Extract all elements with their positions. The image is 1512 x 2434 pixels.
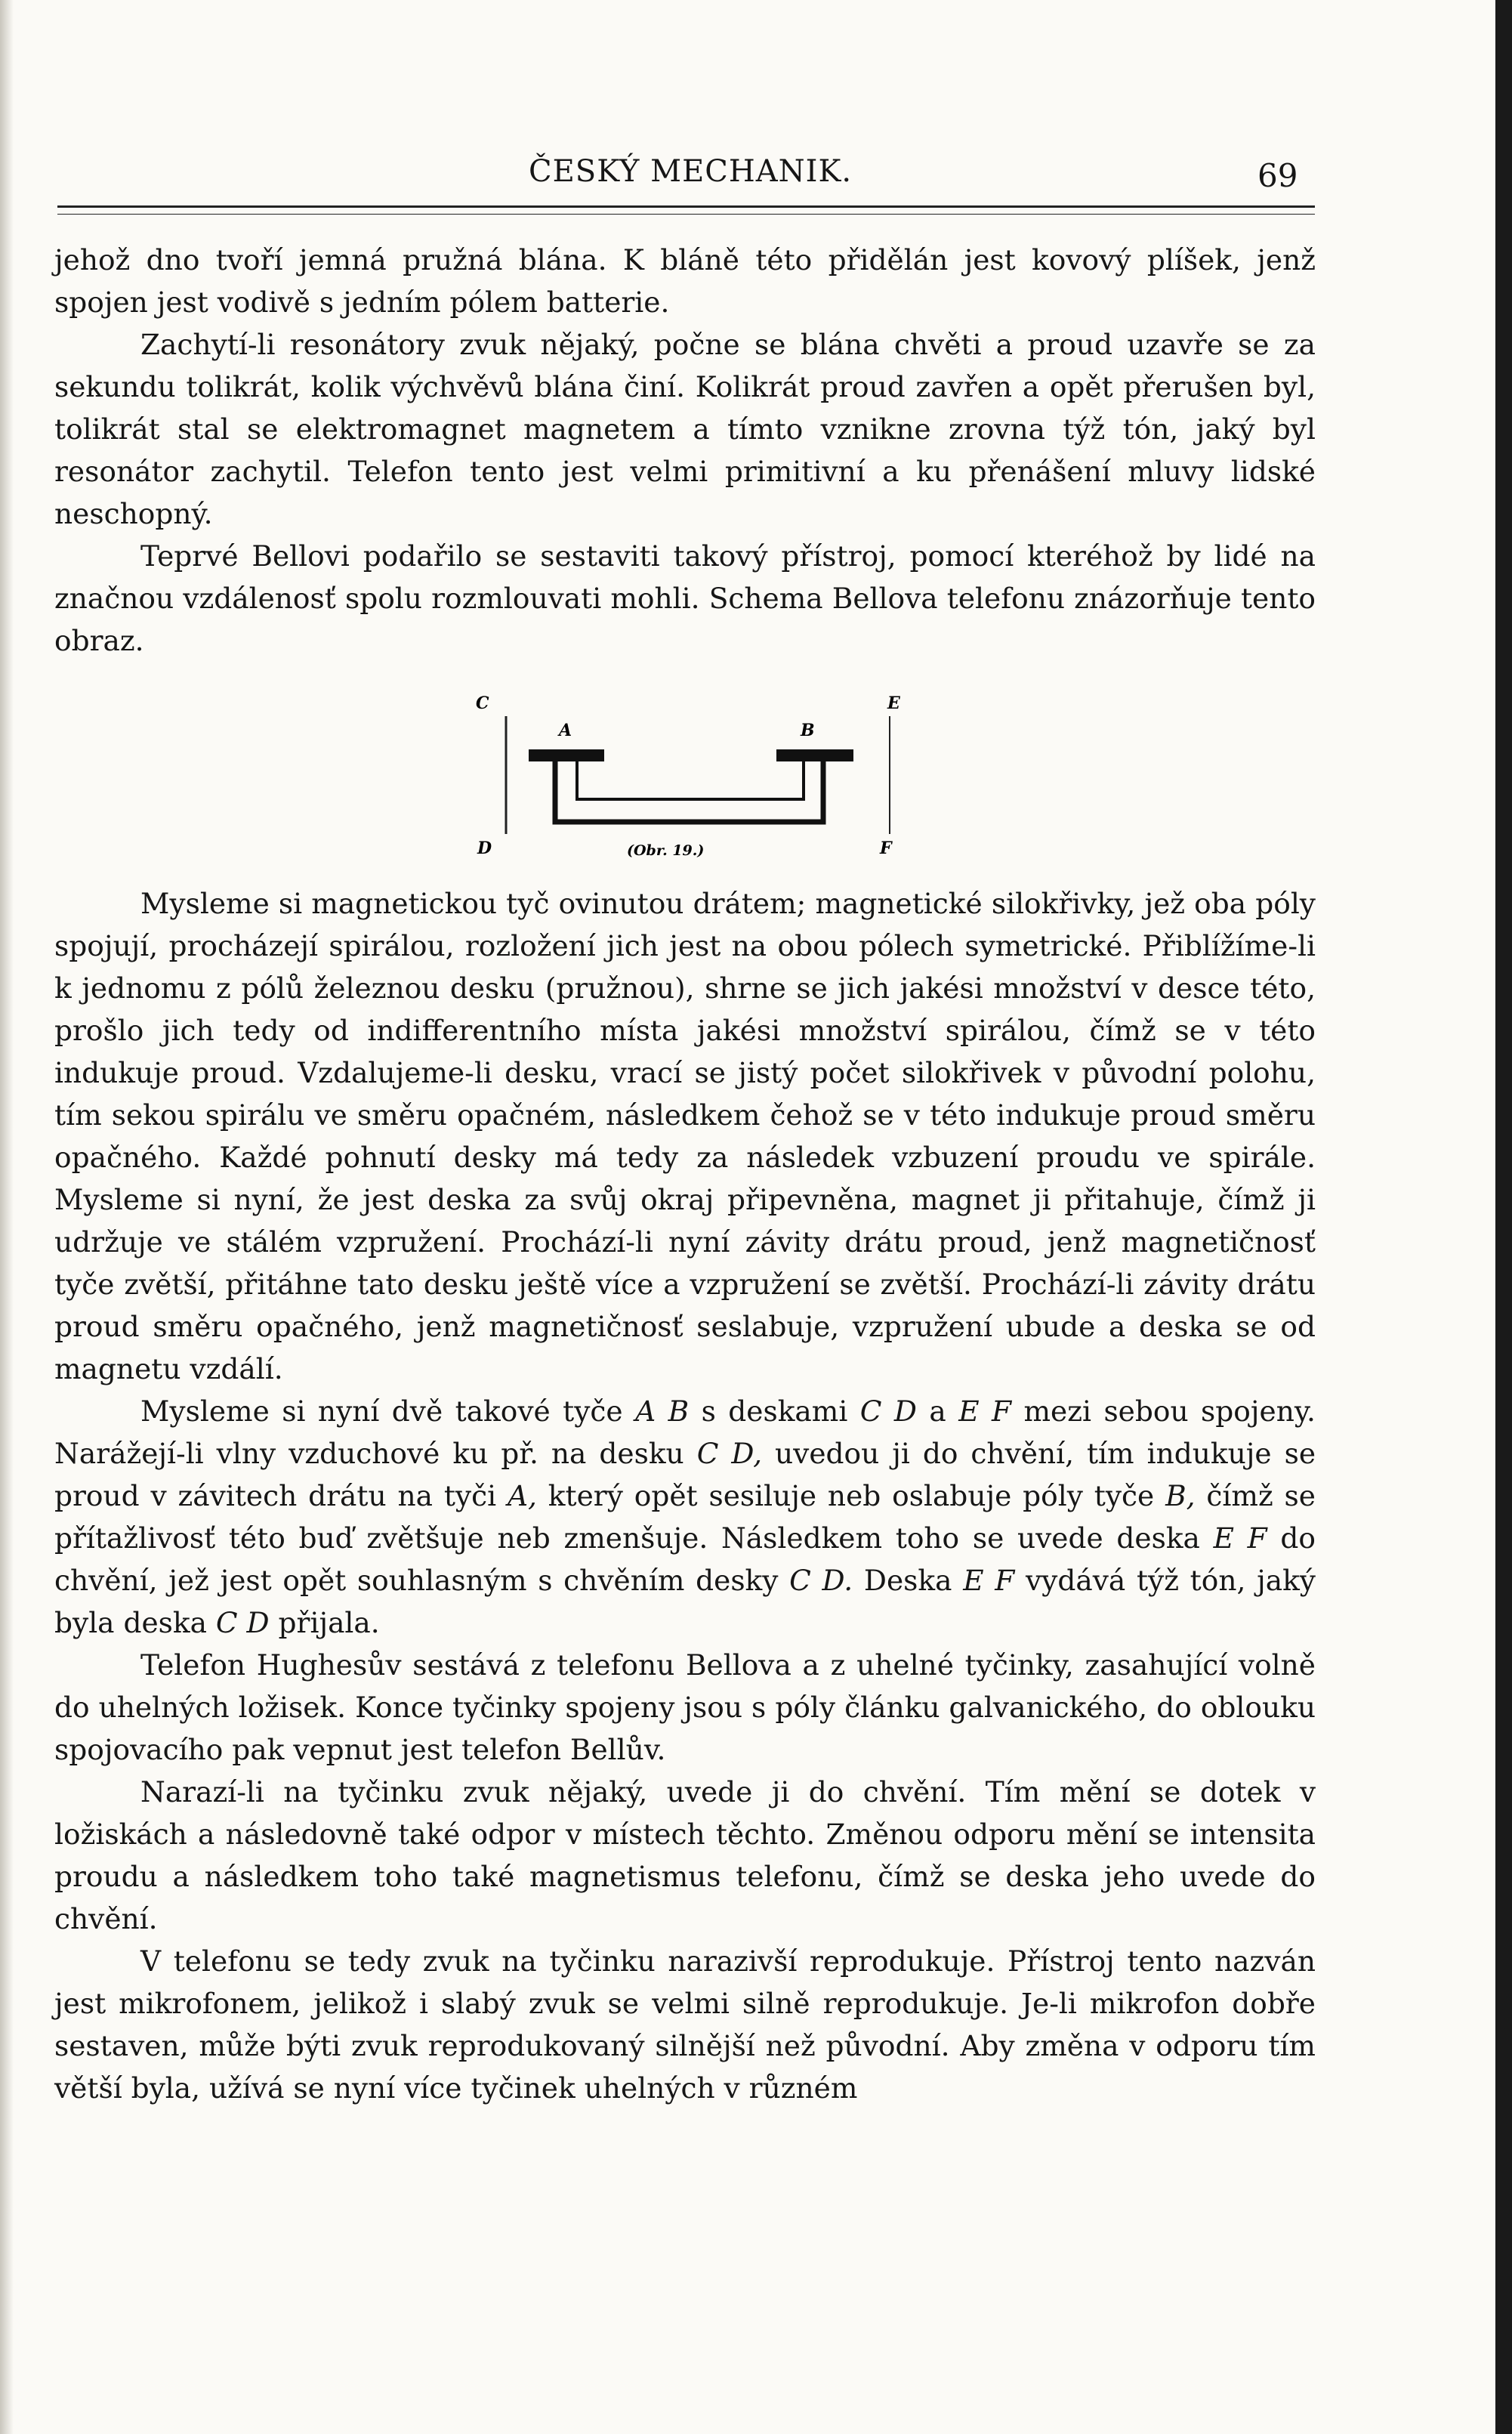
symbol-cd: C D <box>859 1395 917 1428</box>
magnet-pole-a <box>529 749 604 761</box>
paragraph-hughes: Telefon Hughesův sestává z telefonu Bellova a z uhelné tyčinky, zasahující volně do uhelných ložisek. Konce tyčinky spojeny jsou s póly článku galvanického, do oblouku spojovacího pak vepnut jest telefon Bellův. <box>54 1648 1316 1766</box>
paragraph-magnet: Mysleme si magnetickou tyč ovinutou drátem; magnetické silokřivky, jež oba póly spojují, procházejí spirálou, rozložení jich jest na obou pólech symetrické. Přiblížíme-li k jednomu z pólů železnou desku (pružnou), shrne se jich jakési množství v desce této, prošlo jich tedy od indifferentního místa jakési množství spirálou, čímž se v této indukuje proud. Vzdalujeme-li desku, vrací se jistý počet silokřivek v původní polohu, tím sekou spirálu ve směru opačném, následkem čehož se v této indukuje proud směru opačného. Každé pohnutí desky má tedy za následek vzbuzení proudu ve spirále. Mysleme si nyní, že jest deska za svůj okraj připevněna, magnet ji přitahuje, čímž ji udržuje ve stálém vzpružení. Prochází-li nyní závity drátu proud, jenž magnetičnosť tyče zvětší, přitáhne tato desku ještě více a vzpružení se zvětší. Prochází-li závity drátu proud směru opačného, jenž magnetičnosť seslabuje, vzpružení ubude a deska se od magnetu vzdálí. <box>54 887 1316 1385</box>
text-block-top <box>54 239 1316 662</box>
text-run: a <box>916 1395 959 1428</box>
paragraph-resonator: Zachytí-li resonátory zvuk nějaký, počne se blána chvěti a proud uzavře se za sekundu tolikrát, kolik výchvěvů blána činí. Kolikrát proud zavřen a opět přerušen byl, tolikrát stal se elektromagnet magnetem a tímto vznikne zrovna týž tón, jaký byl resonátor zachytil. Telefon tento jest velmi primitivní a ku přenášení mluvy lidské neschopný. <box>54 328 1316 530</box>
paragraph-vibration: Narazí-li na tyčinku zvuk nějaký, uvede ji do chvění. Tím mění se dotek v ložiskách a následovně také odpor v místech těchto. Změnou odporu mění se intensita proudu a následkem toho také magnetismus telefonu, čímž se deska jeho uvede do chvění. <box>54 1775 1316 1935</box>
running-head <box>0 154 1314 199</box>
text-run: uvedou ji do chvění, tím indukuje se proud v závitech drátu na tyči <box>54 1437 1316 1512</box>
symbol-a: A, <box>507 1479 537 1512</box>
symbol-ef: E F <box>1213 1521 1267 1555</box>
magnet-pole-b <box>776 749 853 761</box>
figure-caption: (Obr. 19.) <box>627 842 705 859</box>
symbol-cd: C D, <box>696 1437 763 1470</box>
paragraph-bell-intro: Teprvé Bellovi podařilo se sestaviti takový přístroj, pomocí kteréhož by lidé na značnou vzdálenosť spolu rozmlouvati mohli. Schema Bellova telefonu znázorňuje tento obraz. <box>54 539 1316 657</box>
header-rule <box>57 205 1315 215</box>
connecting-wire-inner <box>577 761 804 799</box>
label-e: E <box>887 693 900 713</box>
symbol-cd: C D. <box>789 1564 853 1597</box>
label-b: B <box>801 721 815 740</box>
label-a: A <box>559 721 572 740</box>
paragraph-two-bars <box>54 1390 1316 1644</box>
figure-diagram <box>476 693 906 872</box>
text-run: vydává týž tón, jaký byla deska <box>54 1564 1316 1639</box>
symbol-ef: E F <box>963 1564 1015 1597</box>
page-gutter-shadow <box>0 0 14 2434</box>
label-c: C <box>476 693 489 713</box>
text-run: Deska <box>853 1564 964 1597</box>
text-block-bottom <box>54 882 1316 2109</box>
text-run: mezi sebou spojeny. Narážejí-li vlny vzduchové ku př. na desku <box>54 1395 1316 1470</box>
text-run: který opět sesiluje neb oslabuje póly tyče <box>536 1479 1166 1512</box>
text-run: Mysleme si nyní dvě takové tyče <box>140 1395 636 1428</box>
symbol-ab: A B <box>635 1395 690 1428</box>
connecting-wire-outer <box>555 761 823 822</box>
symbol-cd: C D <box>215 1606 270 1639</box>
text-run: přijala. <box>269 1606 380 1639</box>
text-run: do chvění, jež jest opět souhlasným s chvěním desky <box>54 1521 1316 1597</box>
figure-bell-telephone-schema <box>476 693 906 872</box>
page-edge-border <box>1495 0 1512 2434</box>
label-f: F <box>880 839 892 858</box>
label-d: D <box>477 839 492 858</box>
symbol-b: B, <box>1165 1479 1196 1512</box>
text-run: s deskami <box>689 1395 860 1428</box>
running-title: ČESKÝ MECHANIK. <box>529 154 853 189</box>
text-run: čímž se přítažlivosť této buď zvětšuje neb zmenšuje. Následkem toho se uvede deska <box>54 1479 1316 1555</box>
paragraph-microphone: V telefonu se tedy zvuk na tyčinku narazivší reprodukuje. Přístroj tento nazván jest mikrofonem, jelikož i slabý zvuk se velmi silně reprodukuje. Je-li mikrofon dobře sestaven, může býti zvuk reprodukovaný silnější než původní. Aby změna v odporu tím větší byla, užívá se nyní více tyčinek uhelných v různém <box>54 1944 1316 2105</box>
symbol-ef: E F <box>958 1395 1012 1428</box>
paragraph-continuation: jehož dno tvoří jemná pružná blána. K bláně této přidělán jest kovový plíšek, jenž spojen jest vodivě s jedním pólem batterie. <box>54 243 1316 319</box>
page-number: 69 <box>1257 157 1298 194</box>
